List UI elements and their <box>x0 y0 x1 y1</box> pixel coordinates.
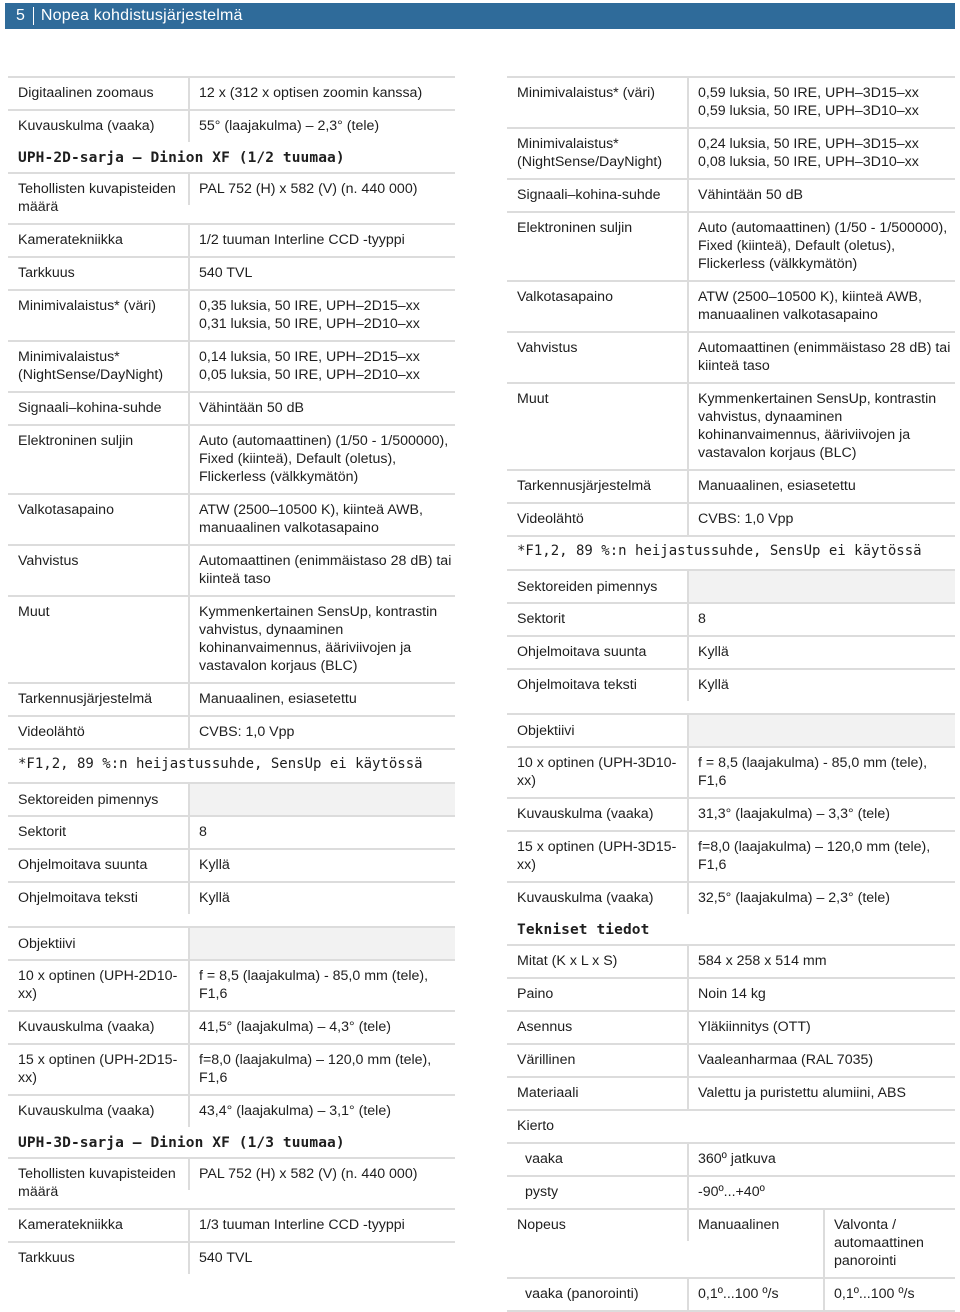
spec-label: Minimivalaistus* (väri) <box>18 298 156 314</box>
spec-value: 0,1º...100 º/s <box>687 1279 823 1310</box>
spec-row <box>507 382 955 469</box>
spacer <box>507 701 955 709</box>
spec-value: Yläkiinnitys (OTT) <box>687 1012 955 1043</box>
spec-value: 0,59 luksia, 50 IRE, UPH–3D15–xx 0,59 luksia, 50 IRE, UPH–3D10–xx <box>687 78 955 127</box>
spec-value: Kyllä <box>687 670 955 701</box>
spec-row <box>507 178 955 211</box>
spec-row <box>8 595 455 682</box>
spec-row <box>507 944 955 977</box>
spec-label: pysty <box>525 1184 559 1200</box>
spec-label: Signaali–kohina-suhde <box>517 187 661 203</box>
spec-value: Automaattinen (enimmäistaso 28 dB) tai kiinteä taso <box>188 546 455 595</box>
spec-value: Manuaalinen, esiasetettu <box>687 471 955 502</box>
spec-row <box>8 391 455 424</box>
spec-row <box>8 493 455 544</box>
spec-label: 10 x optinen (UPH-3D10-xx) <box>517 755 677 789</box>
spec-value: 8 <box>687 604 955 635</box>
spec-label: Kuvauskulma (vaaka) <box>517 890 654 906</box>
spec-value: Vähintään 50 dB <box>188 393 455 424</box>
spec-row <box>8 1157 455 1208</box>
spec-label: Valkotasapaino <box>18 502 114 518</box>
spec-label: Vahvistus <box>18 553 79 569</box>
spec-label: vaaka <box>525 1151 563 1167</box>
spec-value: 540 TVL <box>188 258 455 289</box>
spec-label: Minimivalaistus* (NightSense/DayNight) <box>18 349 164 383</box>
spacer <box>8 914 455 922</box>
spec-label: Minimivalaistus* (väri) <box>517 85 655 101</box>
spec-label: Elektroninen suljin <box>517 220 633 236</box>
spec-row <box>507 211 955 280</box>
spec-value: 584 x 258 x 514 mm <box>687 946 955 977</box>
lens-heading <box>507 713 955 746</box>
spec-row <box>8 1208 455 1241</box>
spec-label: Valkotasapaino <box>517 289 613 305</box>
spec-label: Muut <box>18 604 50 620</box>
spec-value: Kyllä <box>188 850 455 881</box>
spec-value: 0,14 luksia, 50 IRE, UPH–2D15–xx 0,05 luksia, 50 IRE, UPH–2D10–xx <box>188 342 455 391</box>
spec-row <box>507 280 955 331</box>
page-header <box>5 3 955 29</box>
spec-value: f = 8,5 (laajakulma) - 85,0 mm (tele), F1,6 <box>687 748 955 797</box>
spec-label: 15 x optinen (UPH-3D15-xx) <box>517 839 677 873</box>
spec-label: Sektorit <box>18 824 67 840</box>
spec-label: Kuvauskulma (vaaka) <box>18 118 155 134</box>
spec-value: 0,35 luksia, 50 IRE, UPH–2D15–xx 0,31 luksia, 50 IRE, UPH–2D10–xx <box>188 291 455 340</box>
spec-label: Kuvauskulma (vaaka) <box>517 806 654 822</box>
spec-label: vaaka (panorointi) <box>525 1286 639 1302</box>
spec-row <box>507 746 955 797</box>
spec-value: 540 TVL <box>188 1243 455 1274</box>
header-divider <box>33 7 34 25</box>
spec-label: Vahvistus <box>517 340 578 356</box>
spec-value: PAL 752 (H) x 582 (V) (n. 440 000) <box>188 1159 455 1190</box>
spec-value: f=8,0 (laajakulma) – 120,0 mm (tele), F1,6 <box>188 1045 455 1094</box>
spec-row <box>507 830 955 881</box>
spec-value: 8 <box>188 817 455 848</box>
spec-label: Muut <box>517 391 549 407</box>
spec-label: Sektorit <box>517 611 566 627</box>
spec-row <box>507 668 955 701</box>
sector-heading <box>8 782 455 815</box>
series-3d-heading: UPH-3D-sarja – Dinion XF (1/3 tuumaa) <box>18 1135 345 1151</box>
spec-value-2: Valvonta / automaattinen panorointi <box>823 1210 955 1277</box>
spec-row <box>507 602 955 635</box>
page-number: 5 <box>16 7 25 24</box>
spec-row <box>8 172 455 223</box>
spec-row <box>8 959 455 1010</box>
spec-value: ATW (2500–10500 K), kiinteä AWB, manuaalinen valkotasapaino <box>687 282 955 331</box>
lens-heading-label: Objektiivi <box>507 722 687 740</box>
spec-row <box>8 256 455 289</box>
spec-label: Paino <box>517 986 554 1002</box>
spec-value: ATW (2500–10500 K), kiinteä AWB, manuaalinen valkotasapaino <box>188 495 455 544</box>
spec-row <box>8 1010 455 1043</box>
speed-row <box>507 1208 955 1277</box>
spec-value: 1/3 tuuman Interline CCD -tyyppi <box>188 1210 455 1241</box>
spec-row <box>507 881 955 914</box>
spec-label: Minimivalaistus* (NightSense/DayNight) <box>517 136 663 170</box>
spec-value: 32,5° (laajakulma) – 2,3° (tele) <box>687 883 955 914</box>
spec-label: Digitaalinen zoomaus <box>18 85 154 101</box>
spec-row <box>8 1094 455 1127</box>
spec-value: Vähintään 50 dB <box>687 180 955 211</box>
spec-label: Nopeus <box>517 1217 566 1233</box>
sector-heading-label: Sektoreiden pimennys <box>8 791 188 809</box>
spec-label: Tarkennusjärjestelmä <box>18 691 153 707</box>
sector-heading-fill <box>188 784 455 815</box>
spec-value: 43,4° (laajakulma) – 3,1° (tele) <box>188 1096 455 1127</box>
spec-value: Automaattinen (enimmäistaso 28 dB) tai kiinteä taso <box>687 333 955 382</box>
spec-value: Noin 14 kg <box>687 979 955 1010</box>
spec-value: Kymmenkertainen SensUp, kontrastin vahvistus, dynaaminen kohinanvaimennus, ääriviivojen ja vastavalon korjaus (BLC) <box>687 384 955 469</box>
spec-row <box>8 289 455 340</box>
spec-value: 31,3° (laajakulma) – 3,3° (tele) <box>687 799 955 830</box>
spec-label: Kuvauskulma (vaaka) <box>18 1019 155 1035</box>
spec-row <box>8 109 455 142</box>
spec-label: Ohjelmoitava suunta <box>517 644 647 660</box>
lens-heading <box>8 926 455 959</box>
spec-value: 41,5° (laajakulma) – 4,3° (tele) <box>188 1012 455 1043</box>
spec-value: Auto (automaattinen) (1/50 - 1/500000), Fixed (kiinteä), Default (oletus), Flickerless (välkkymätön) <box>687 213 955 280</box>
spec-value: Manuaalinen <box>687 1210 823 1241</box>
spec-value: 360º jatkuva <box>687 1144 955 1175</box>
spec-label: Kameratekniikka <box>18 232 123 248</box>
series-2d-heading: UPH-2D-sarja – Dinion XF (1/2 tuumaa) <box>18 150 345 166</box>
spec-row <box>507 977 955 1010</box>
spec-label: Signaali–kohina-suhde <box>18 400 162 416</box>
spec-label: Kameratekniikka <box>18 1217 123 1233</box>
left-column <box>8 76 455 1274</box>
spec-value: Manuaalinen, esiasetettu <box>188 684 455 715</box>
spec-row <box>8 848 455 881</box>
spec-row <box>8 223 455 256</box>
spec-row <box>507 331 955 382</box>
spec-row <box>507 76 955 127</box>
spec-label: Videolähtö <box>517 511 584 527</box>
sector-heading <box>507 569 955 602</box>
spec-row <box>507 1043 955 1076</box>
spec-row <box>8 76 455 109</box>
spec-value: 1/2 tuuman Interline CCD -tyyppi <box>188 225 455 256</box>
spec-label: 15 x optinen (UPH-2D15-xx) <box>18 1052 178 1086</box>
lens-heading-label: Objektiivi <box>8 935 188 953</box>
spec-row <box>507 797 955 830</box>
spec-label: Asennus <box>517 1019 573 1035</box>
right-column <box>507 76 955 1312</box>
spec-row <box>507 1175 955 1208</box>
spec-label: Elektroninen suljin <box>18 433 134 449</box>
spec-label: Ohjelmoitava suunta <box>18 857 148 873</box>
spec-row <box>507 1010 955 1043</box>
footnote: *F1,2, 89 %:n heijastussuhde, SensUp ei käytössä <box>507 535 955 565</box>
spec-row <box>507 127 955 178</box>
sector-heading-fill <box>687 571 955 602</box>
spec-value: Valettu ja puristettu alumiini, ABS <box>687 1078 955 1109</box>
spec-label: Värillinen <box>517 1052 576 1068</box>
spec-row <box>8 881 455 914</box>
spec-value: CVBS: 1,0 Vpp <box>188 717 455 748</box>
spec-row <box>8 1043 455 1094</box>
spec-label: 10 x optinen (UPH-2D10-xx) <box>18 968 178 1002</box>
spec-value: f=8,0 (laajakulma) – 120,0 mm (tele), F1,6 <box>687 832 955 881</box>
spec-row <box>8 715 455 748</box>
lens-heading-fill <box>188 928 455 959</box>
footnote: *F1,2, 89 %:n heijastussuhde, SensUp ei käytössä <box>8 748 455 778</box>
page-title: Nopea kohdistusjärjestelmä <box>40 7 243 24</box>
spec-value: Kymmenkertainen SensUp, kontrastin vahvistus, dynaaminen kohinanvaimennus, ääriviivojen ja vastavalon korjaus (BLC) <box>188 597 455 682</box>
spec-value: -90º...+40º <box>687 1177 955 1208</box>
spec-value: CVBS: 1,0 Vpp <box>687 504 955 535</box>
spec-row <box>8 682 455 715</box>
spec-label: Mitat (K x L x S) <box>517 953 618 969</box>
spec-row <box>8 815 455 848</box>
spec-label: Materiaali <box>517 1085 579 1101</box>
spec-label: Tarkkuus <box>18 1250 75 1266</box>
spec-label: Ohjelmoitava teksti <box>517 677 637 693</box>
spec-label: Tehollisten kuvapisteiden määrä <box>18 181 176 215</box>
spec-label: Tarkennusjärjestelmä <box>517 478 652 494</box>
rotation-heading <box>507 1109 955 1142</box>
spec-row <box>8 340 455 391</box>
spec-label: Kuvauskulma (vaaka) <box>18 1103 155 1119</box>
spec-row <box>507 469 955 502</box>
spec-label: Videolähtö <box>18 724 85 740</box>
spec-row <box>8 1241 455 1274</box>
spec-value-2: 0,1º...100 º/s <box>823 1279 955 1310</box>
spec-value: 55° (laajakulma) – 2,3° (tele) <box>188 111 455 142</box>
tech-heading: Tekniset tiedot <box>517 922 650 938</box>
spec-value: Kyllä <box>188 883 455 914</box>
rotation-label: Kierto <box>517 1118 555 1134</box>
spec-label: Tehollisten kuvapisteiden määrä <box>18 1166 176 1200</box>
spec-value: Vaaleanharmaa (RAL 7035) <box>687 1045 955 1076</box>
pan-speed-row <box>507 1277 955 1312</box>
spec-value: 0,24 luksia, 50 IRE, UPH–3D15–xx 0,08 luksia, 50 IRE, UPH–3D10–xx <box>687 129 955 178</box>
spec-value: Kyllä <box>687 637 955 668</box>
spec-row <box>507 502 955 535</box>
lens-heading-fill <box>687 715 955 746</box>
spec-label: Ohjelmoitava teksti <box>18 890 138 906</box>
spec-value: 12 x (312 x optisen zoomin kanssa) <box>188 78 455 109</box>
spec-label: Tarkkuus <box>18 265 75 281</box>
sector-heading-label: Sektoreiden pimennys <box>507 578 687 596</box>
spec-row <box>507 1076 955 1109</box>
spec-value: f = 8,5 (laajakulma) - 85,0 mm (tele), F1,6 <box>188 961 455 1010</box>
spec-row <box>507 635 955 668</box>
spec-row <box>507 1142 955 1175</box>
spec-row <box>8 544 455 595</box>
spec-value: Auto (automaattinen) (1/50 - 1/500000), Fixed (kiinteä), Default (oletus), Flickerless (välkkymätön) <box>188 426 455 493</box>
spec-row <box>8 424 455 493</box>
spec-value: PAL 752 (H) x 582 (V) (n. 440 000) <box>188 174 455 205</box>
